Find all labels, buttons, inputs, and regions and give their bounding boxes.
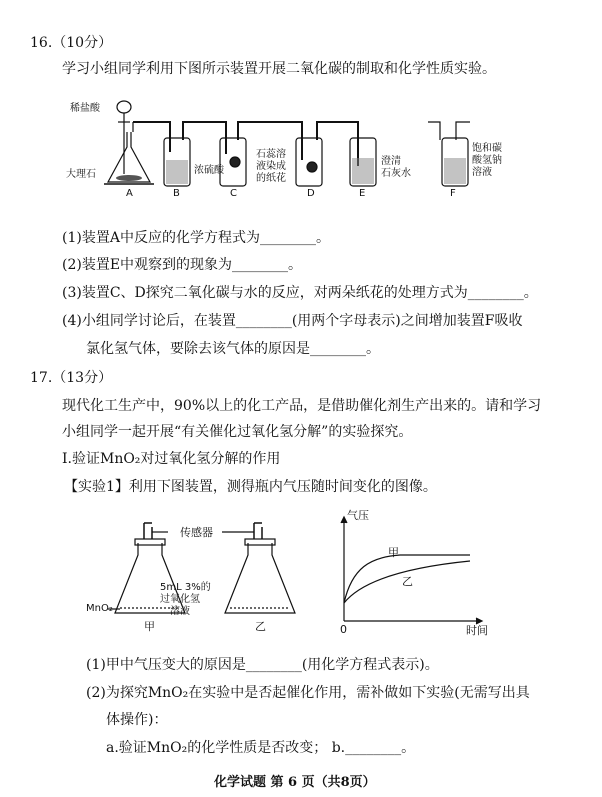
label-hcl: 稀盐酸	[70, 103, 100, 114]
label-e: E	[359, 188, 366, 199]
label-sol-1: 5mL 3%的	[160, 582, 211, 593]
label-jia: 甲	[144, 620, 155, 633]
q16-item-2: (2)装置E中观察到的现象为________。	[62, 257, 303, 273]
label-lime-2: 石灰水	[381, 168, 411, 179]
curve-label-jia: 甲	[388, 546, 399, 559]
label-litmus-1: 石蕊溶	[256, 149, 286, 160]
flask-yi	[225, 523, 295, 613]
label-sol-2: 过氧化氢	[160, 594, 200, 605]
bottle-c	[220, 138, 246, 186]
label-litmus-3: 的纸花	[256, 173, 286, 184]
q17-exp1: 【实验1】利用下图装置，测得瓶内气压随时间变化的图像。	[64, 479, 437, 495]
label-marble: 大理石	[66, 169, 96, 180]
graph-origin: 0	[340, 623, 347, 636]
q16-header: 16.（10分）	[30, 35, 113, 51]
bottle-f	[428, 122, 470, 186]
bottle-b	[164, 138, 190, 186]
curve-label-yi: 乙	[402, 575, 413, 588]
q16-item-4-cont: 氯化氢气体，要除去该气体的原因是________。	[86, 341, 380, 357]
q16-item-1: (1)装置A中反应的化学方程式为________。	[62, 230, 330, 246]
graph-ylabel: 气压	[347, 509, 369, 522]
q16-item-4: (4)小组同学讨论后，在装置________(用两个字母表示)之间增加装置F吸收	[62, 313, 523, 329]
label-h2so4: 浓硫酸	[194, 165, 224, 176]
pressure-time-graph	[330, 513, 490, 636]
q16-intro: 学习小组同学利用下图所示装置开展二氧化碳的制取和化学性质实验。	[62, 61, 496, 77]
q17-item-2a: a.验证MnO₂的化学性质是否改变； b.________。	[106, 740, 416, 756]
label-sol-3: 溶液	[170, 606, 190, 617]
label-nahco3-1: 饱和碳	[472, 143, 502, 154]
q17-item-2-cont: 体操作)：	[106, 712, 168, 728]
label-litmus-2: 液染成	[256, 161, 286, 172]
graph-xlabel: 时间	[466, 624, 488, 637]
page-footer: 化学试题 第 6 页（共8页）	[214, 775, 376, 790]
bottle-e	[350, 138, 376, 186]
label-f: F	[450, 188, 456, 199]
label-mno2: MnO₂	[86, 603, 113, 614]
label-nahco3-2: 酸氢钠	[472, 155, 502, 166]
bottle-d	[296, 138, 322, 186]
label-nahco3-3: 溶液	[472, 167, 492, 178]
q17-item-1: (1)甲中气压变大的原因是________(用化学方程式表示)。	[86, 657, 439, 673]
q17-section-1: Ⅰ.验证MnO₂对过氧化氢分解的作用	[62, 451, 281, 467]
label-yi: 乙	[255, 620, 266, 633]
q16-item-3: (3)装置C、D探究二氧化碳与水的反应，对两朵纸花的处理方式为________。	[62, 285, 538, 301]
label-sensor: 传感器	[180, 526, 213, 539]
label-lime-1: 澄清	[381, 156, 401, 167]
label-c: C	[230, 188, 237, 199]
label-d: D	[307, 188, 315, 199]
q17-header: 17.（13分）	[30, 370, 113, 386]
q17-intro-2: 小组同学一起开展“有关催化过氧化氢分解”的实验探究。	[62, 424, 413, 440]
flask-a	[104, 101, 154, 184]
label-a: A	[126, 188, 133, 199]
label-b: B	[173, 188, 180, 199]
q17-item-2: (2)为探究MnO₂在实验中是否起催化作用，需补做如下实验(无需写出具	[86, 685, 530, 701]
q17-intro-1: 现代化工生产中，90%以上的化工产品，是借助催化剂生产出来的。请和学习	[62, 398, 542, 414]
